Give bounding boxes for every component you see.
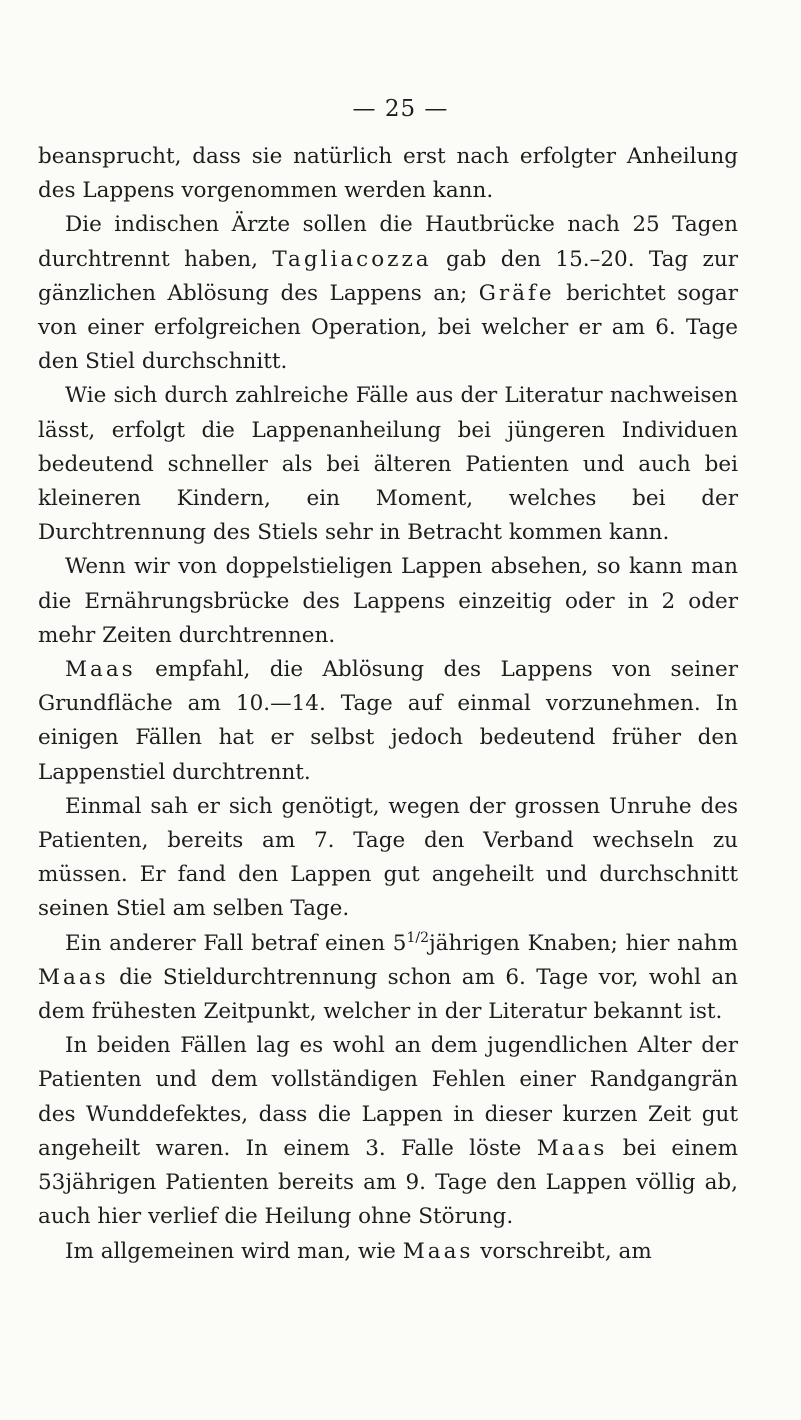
author-name: Maas xyxy=(402,1238,474,1264)
paragraph: Wenn wir von doppelstieligen Lappen absehen, so kann man die Ernährungsbrücke des Lappens einzeitig oder in 2 oder mehr Zeiten durchtrennen. xyxy=(38,554,738,648)
paragraph: beansprucht, dass sie natürlich erst nach erfolgter Anheilung des Lappens vorgenommen werden kann. xyxy=(38,144,738,204)
author-name: Maas xyxy=(536,1135,608,1161)
author-name: Gräfe xyxy=(478,280,555,306)
paragraph: In beiden Fällen lag es wohl an dem jugendlichen Alter der Patienten und dem vollständigen Fehlen einer Randgangrän des Wunddefektes, dass die Lappen in dieser kurzen Zeit gut angeheilt waren. In einem 3. Falle löste Maas bei einem 53jährigen Patienten bereits am 9. Tage den Lappen völlig ab, auch hier verlief die Heilung ohne Störung. xyxy=(38,1033,738,1230)
paragraph: Wie sich durch zahlreiche Fälle aus der Literatur nachweisen lässt, erfolgt die Lappenanheilung bei jüngeren Individuen bedeutend schneller als bei älteren Patienten und auch bei kleineren Kindern, ein Moment, welches bei der Durchtrennung des Stiels sehr in Betracht kommen kann. xyxy=(38,383,738,546)
author-name: Maas xyxy=(65,657,136,683)
paragraph: Die indischen Ärzte sollen die Hautbrücke nach 25 Tagen durchtrennt haben, Tagliacozza gab den 15.–20. Tag zur gänzlichen Ablösung des Lappens an; Gräfe berichtet sogar von einer erfolgreichen Operation, bei welcher er am 6. Tage den Stiel durchschnitt. xyxy=(38,212,738,375)
paragraph: Maas empfahl, die Ablösung des Lappens von seiner Grundfläche am 10.—14. Tage auf einmal vorzunehmen. In einigen Fällen hat er selbst jedoch bedeutend früher den Lappenstiel durchtrennt. xyxy=(38,657,738,785)
paragraph: Im allgemeinen wird man, wie Maas vorschreibt, am xyxy=(65,1238,652,1264)
page-number: — 25 — xyxy=(352,96,449,122)
paragraph: Ein anderer Fall betraf einen $5^{1/2}jährigen$ Knaben; hier nahm Maas die Stieldurchtrennung schon am 6. Tage vor, wohl an dem frühesten Zeitpunkt, welcher in der Literatur bekannt ist. xyxy=(38,929,738,1025)
paragraph: Einmal sah er sich genötigt, wegen der grossen Unruhe des Patienten, bereits am 7. Tage den Verband wechseln zu müssen. Er fand den Lappen gut angeheilt und durchschnitt seinen Stiel am selben Tage. xyxy=(38,793,738,922)
author-name: Tagliacozza xyxy=(272,246,432,272)
fraction: 1/2 xyxy=(406,929,430,946)
body-text xyxy=(38,140,738,1269)
author-name: Maas xyxy=(38,964,109,990)
